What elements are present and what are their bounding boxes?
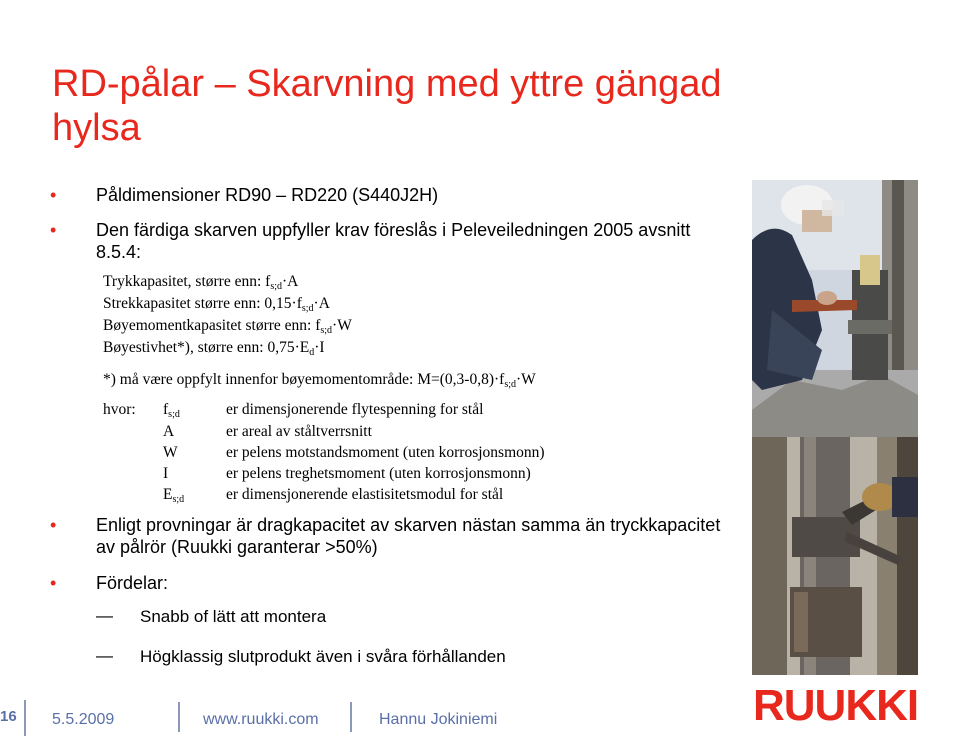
formula-bending-moment: Bøyemomentkapasitet større enn: $f_{s;d}\cdot W$ xyxy=(103,317,352,336)
def-description: er dimensjonerende elastisitetsmodul for stål xyxy=(226,486,504,503)
pipe-joint-image xyxy=(752,437,918,675)
slide-number: 16 xyxy=(0,708,17,725)
dash-marker: — xyxy=(96,646,113,665)
bullet-dot: • xyxy=(50,515,57,535)
dash-marker: — xyxy=(96,606,113,625)
formula-note: *) må være oppfylt innenfor bøyemomentområde: $M=(0,3-0,8)\cdot f_{s;d}\cdot W$ xyxy=(103,371,536,390)
pipe-joint-photo xyxy=(752,437,918,675)
formula-compression: Trykkapasitet, større enn: $f_{s;d}\cdot A$ xyxy=(103,273,299,292)
def-symbol: A xyxy=(163,423,175,440)
footer-divider xyxy=(24,700,26,736)
bullet-dot: • xyxy=(50,220,57,240)
def-description: er pelens treghetsmoment (uten korrosjonsmonn) xyxy=(226,465,531,482)
worker-photo xyxy=(752,180,918,437)
bullet-dot: • xyxy=(50,573,57,593)
bullet-dot: • xyxy=(50,185,57,205)
formula-tension: Strekkapasitet større enn: $0,15\cdot f_{s;d}\cdot A$ xyxy=(103,295,330,314)
worker-image xyxy=(752,180,918,437)
ruukki-logo: RUUKKI xyxy=(753,681,919,730)
def-symbol: $E_{s;d}$ xyxy=(163,486,185,505)
footer-divider xyxy=(350,702,352,732)
def-description: er pelens motstandsmoment (uten korrosjonsmonn) xyxy=(226,444,545,461)
footer-date: 5.5.2009 xyxy=(52,711,115,728)
footer-divider xyxy=(178,702,180,732)
def-description: er dimensjonerende flytespenning for stål xyxy=(226,401,484,418)
def-symbol: W xyxy=(163,444,178,461)
def-symbol: $f_{s;d}$ xyxy=(163,401,180,420)
formula-bending-stiffness: Bøyestivhet*), større enn: $0,75\cdot E_d\cdot I$ xyxy=(103,339,325,358)
where-label: hvor: xyxy=(103,401,136,418)
footer-author: Hannu Jokiniemi xyxy=(379,711,498,728)
def-description: er areal av ståltverrsnitt xyxy=(226,423,372,440)
footer-url[interactable]: www.ruukki.com xyxy=(203,711,319,728)
def-symbol: I xyxy=(163,465,169,482)
slide-title: RD-pålar – Skarvning med yttre gängad hylsa xyxy=(52,63,722,149)
